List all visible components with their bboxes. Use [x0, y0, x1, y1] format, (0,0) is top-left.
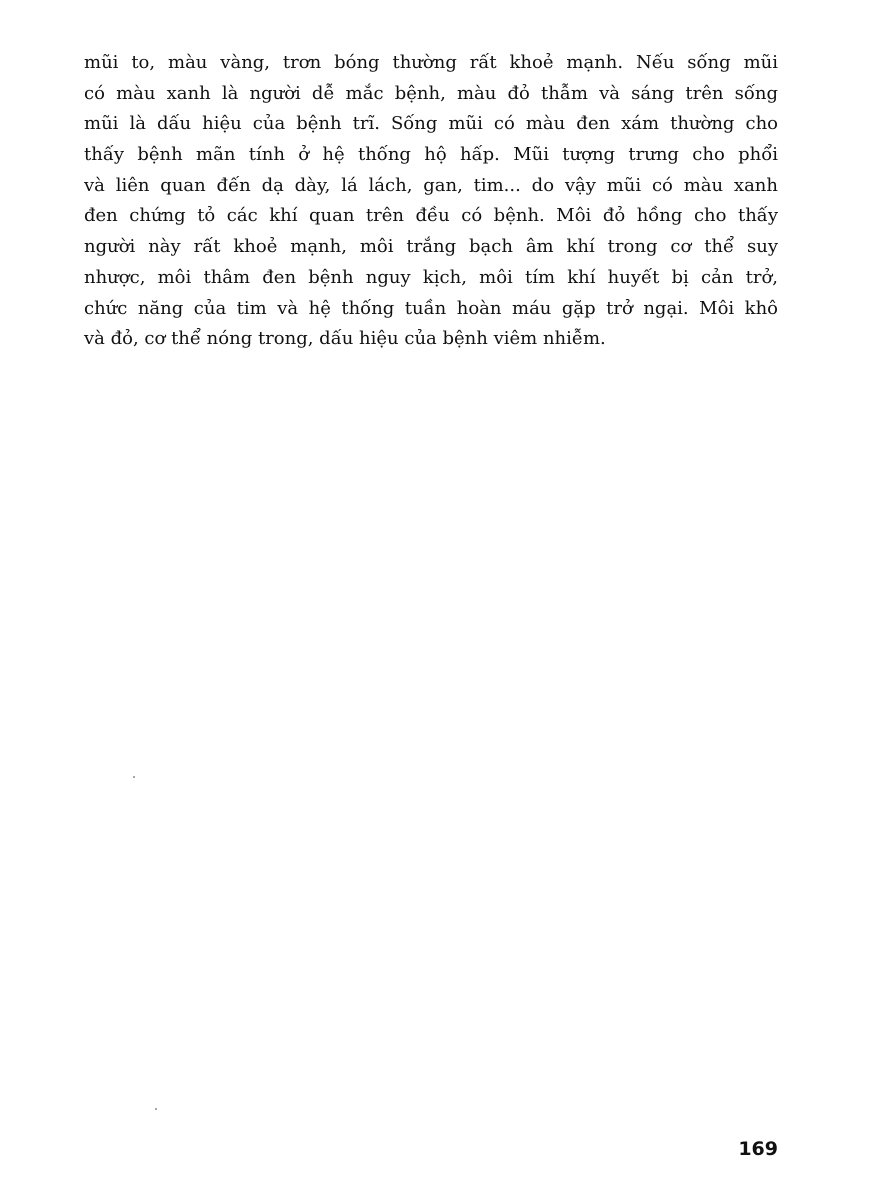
paragraph-line: mũi to, màu vàng, trơn bóng thường rất khoẻ mạnh. Nếu sống mũi	[84, 52, 778, 73]
page-number: 169	[738, 1138, 778, 1160]
paragraph-line: có màu xanh là người dễ mắc bệnh, màu đỏ thẫm và sáng trên sống	[84, 82, 778, 104]
paragraph-line: chức năng của tim và hệ thống tuần hoàn máu gặp trở ngại. Môi khô	[84, 297, 778, 319]
scan-speck	[155, 1108, 157, 1110]
paragraph-line: mũi là dấu hiệu của bệnh trĩ. Sống mũi có màu đen xám thường cho	[84, 113, 778, 135]
paragraph-line: và liên quan đến dạ dày, lá lách, gan, tim... do vậy mũi có màu xanh	[84, 174, 778, 196]
paragraph-line: thấy bệnh mãn tính ở hệ thống hộ hấp. Mũi tượng trưng cho phổi	[84, 144, 778, 166]
body-paragraph	[84, 48, 778, 355]
scan-speck	[133, 776, 135, 778]
paragraph-line: đen chứng tỏ các khí quan trên đều có bệnh. Môi đỏ hồng cho thấy	[84, 205, 778, 227]
paragraph-line: người này rất khoẻ mạnh, môi trắng bạch âm khí trong cơ thể suy	[84, 236, 778, 258]
paragraph-line: và đỏ, cơ thể nóng trong, dấu hiệu của bệnh viêm nhiễm.	[84, 328, 606, 350]
paragraph-line: nhược, môi thâm đen bệnh nguy kịch, môi tím khí huyết bị cản trở,	[84, 266, 778, 288]
